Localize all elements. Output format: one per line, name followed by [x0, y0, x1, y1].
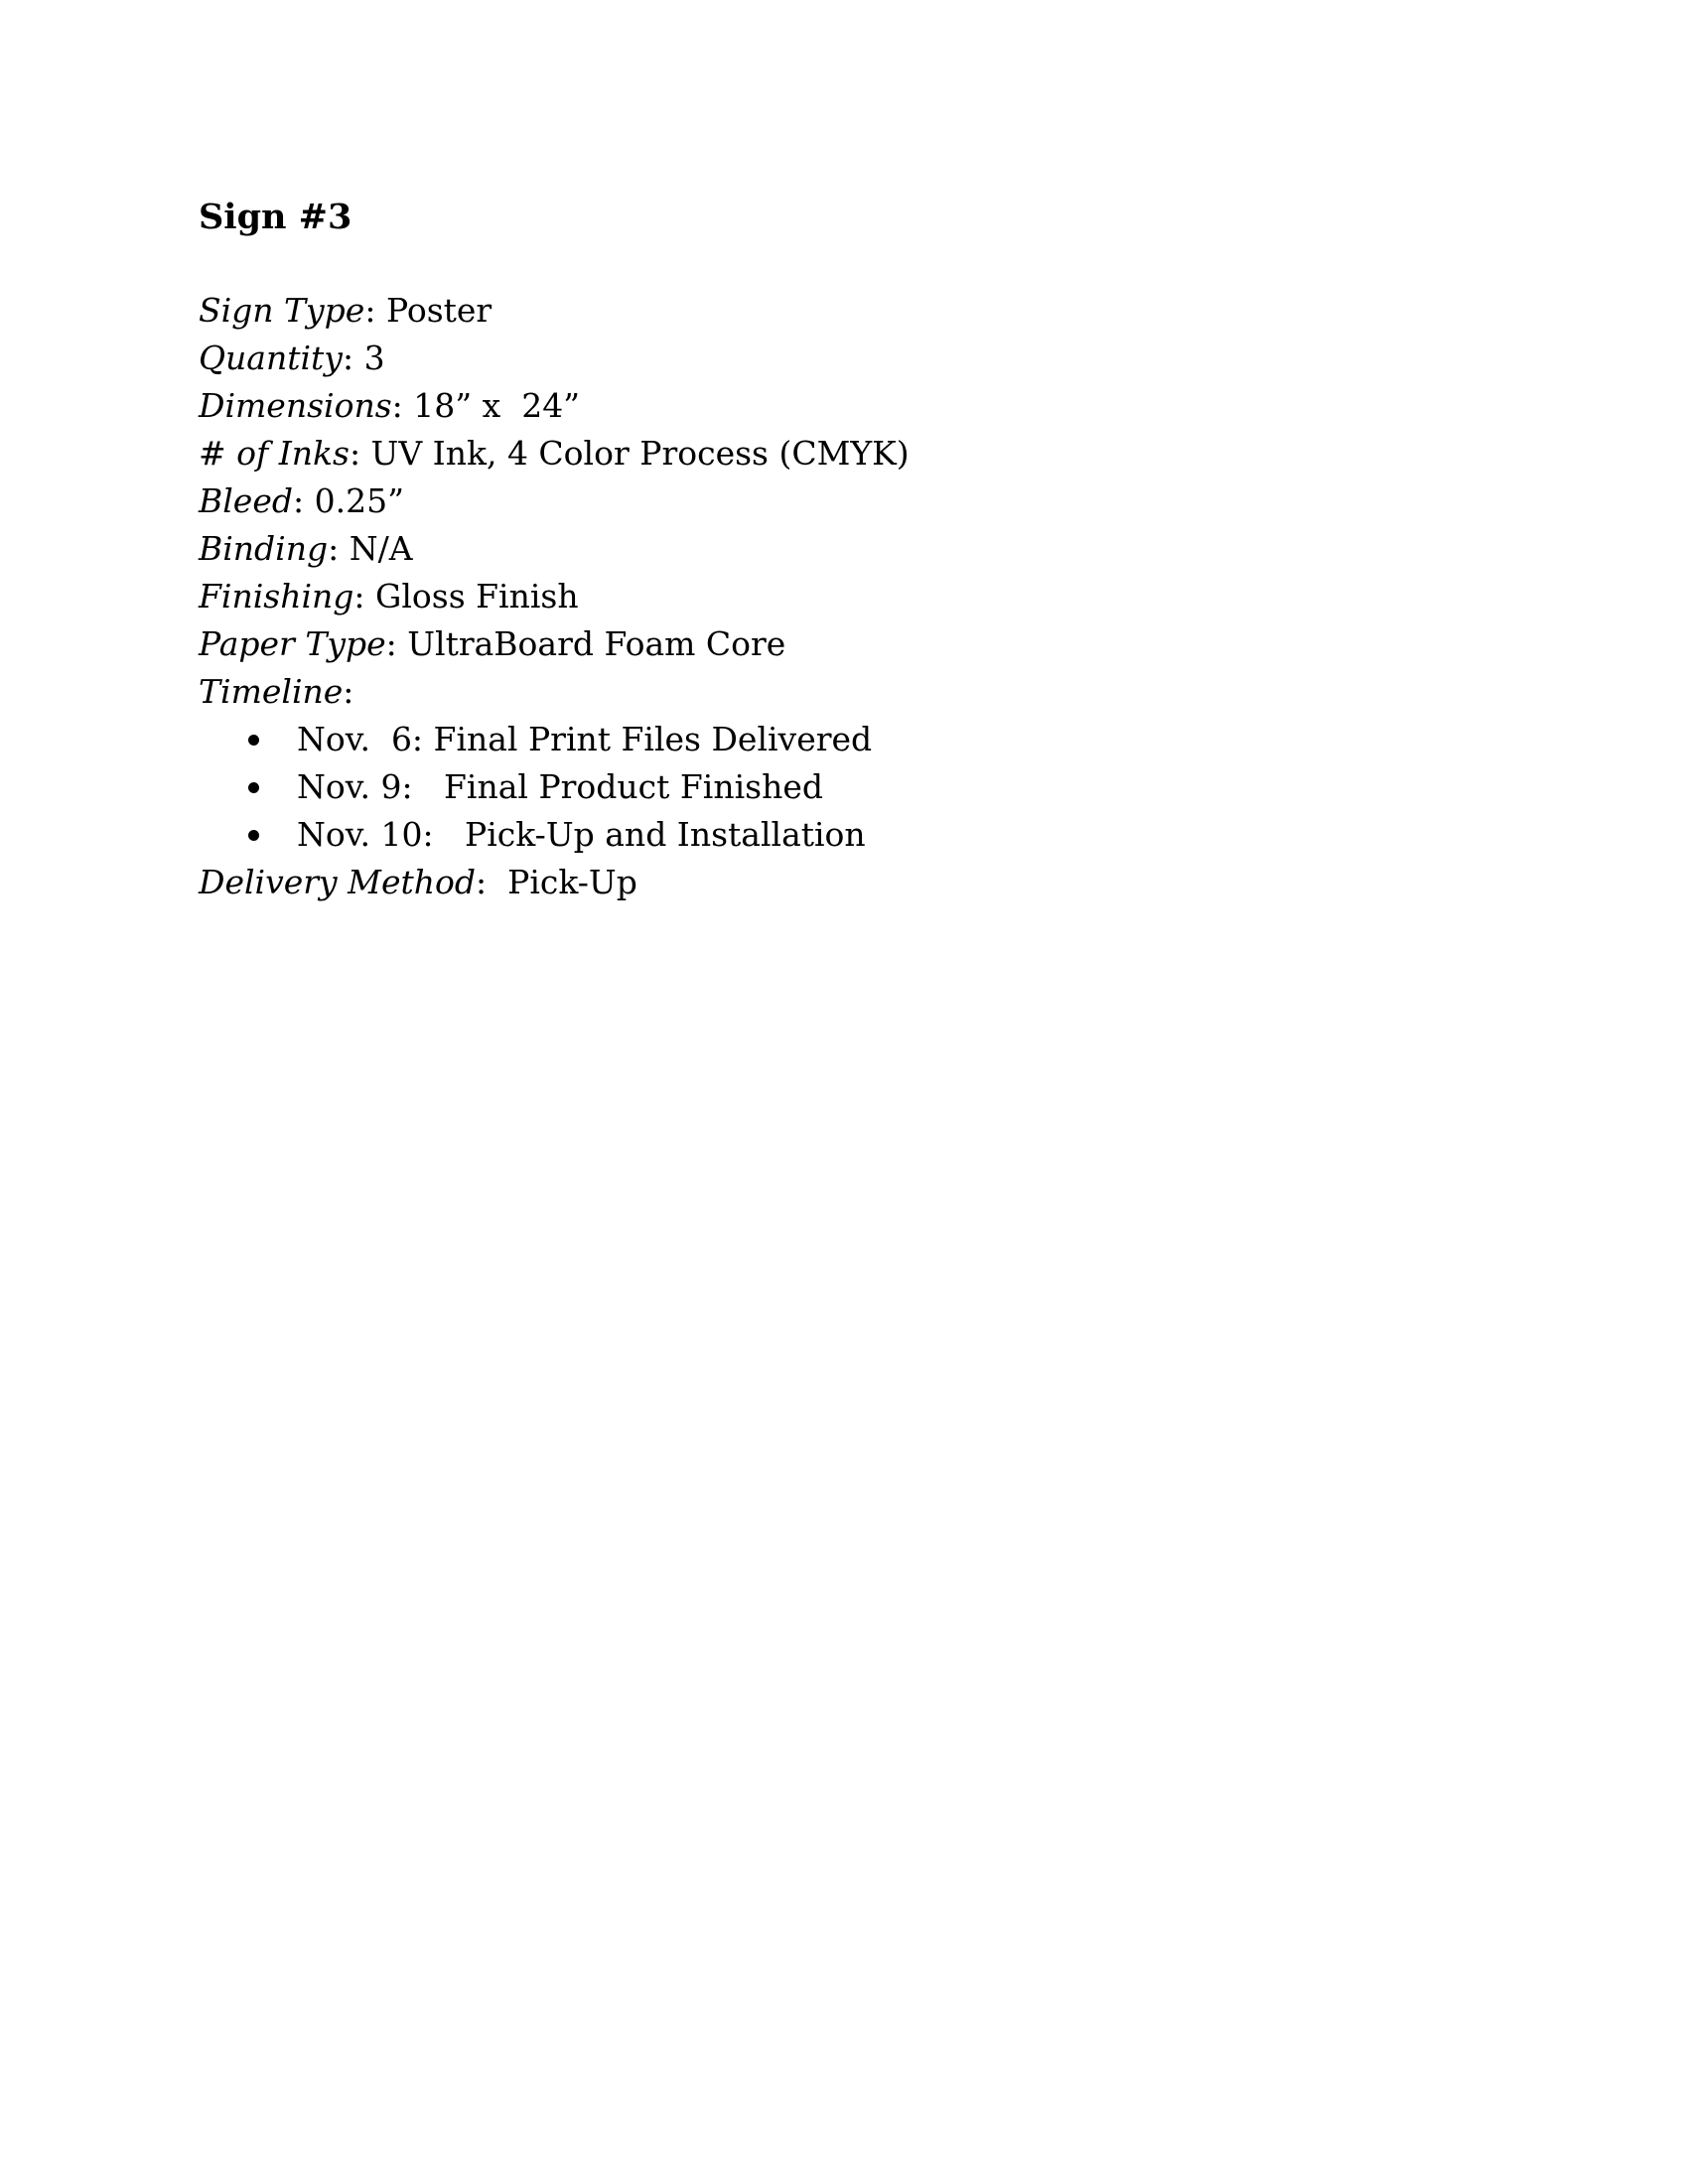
quantity-field: Quantity: 3: [199, 339, 385, 377]
quantity-label: Quantity: [199, 339, 343, 377]
timeline-item-text: Nov. 6: Final Print Files Delivered: [297, 720, 873, 758]
finishing-value: Gloss Finish: [375, 577, 579, 615]
dimensions-value: 18” x 24”: [413, 386, 581, 425]
inks-field: # of Inks: UV Ink, 4 Color Process (CMYK): [199, 434, 910, 473]
document-title: Sign #3: [199, 197, 352, 237]
delivery-method-value: Pick-Up: [496, 863, 637, 901]
sign-type-value: Poster: [385, 291, 492, 330]
quantity-value: 3: [363, 339, 385, 377]
paper-type-field: Paper Type: UltraBoard Foam Core: [199, 624, 786, 663]
timeline-item-text: Nov. 9: Final Product Finished: [297, 767, 824, 806]
finishing-field: Finishing: Gloss Finish: [199, 577, 579, 615]
sign-type-label: Sign Type: [199, 291, 365, 330]
paper-type-value: UltraBoard Foam Core: [407, 624, 786, 663]
timeline-list: [199, 716, 1489, 859]
finishing-label: Finishing: [199, 577, 354, 615]
document-page: [199, 194, 1489, 906]
timeline-item: [248, 763, 1489, 811]
bleed-value: 0.25”: [314, 481, 404, 520]
bleed-label: Bleed: [199, 481, 293, 520]
bullet-icon: [248, 735, 259, 746]
inks-label: # of Inks: [199, 434, 350, 473]
paper-type-label: Paper Type: [199, 624, 386, 663]
dimensions-field: Dimensions: 18” x 24”: [199, 386, 581, 425]
inks-value: UV Ink, 4 Color Process (CMYK): [370, 434, 910, 473]
delivery-method-field: Delivery Method: Pick-Up: [199, 863, 637, 901]
delivery-method-label: Delivery Method: [199, 863, 477, 901]
bullet-icon: [248, 782, 259, 793]
timeline-item: [248, 811, 1489, 859]
binding-value: N/A: [349, 529, 413, 568]
dimensions-label: Dimensions: [199, 386, 392, 425]
binding-label: Binding: [199, 529, 329, 568]
timeline-item-text: Nov. 10: Pick-Up and Installation: [297, 815, 866, 854]
bullet-icon: [248, 830, 259, 841]
timeline-field: Timeline:: [199, 672, 354, 711]
bleed-field: Bleed: 0.25”: [199, 481, 404, 520]
timeline-label: Timeline: [199, 672, 344, 711]
binding-field: Binding: N/A: [199, 529, 413, 568]
timeline-item: [248, 716, 1489, 763]
sign-type-field: Sign Type: Poster: [199, 291, 492, 330]
